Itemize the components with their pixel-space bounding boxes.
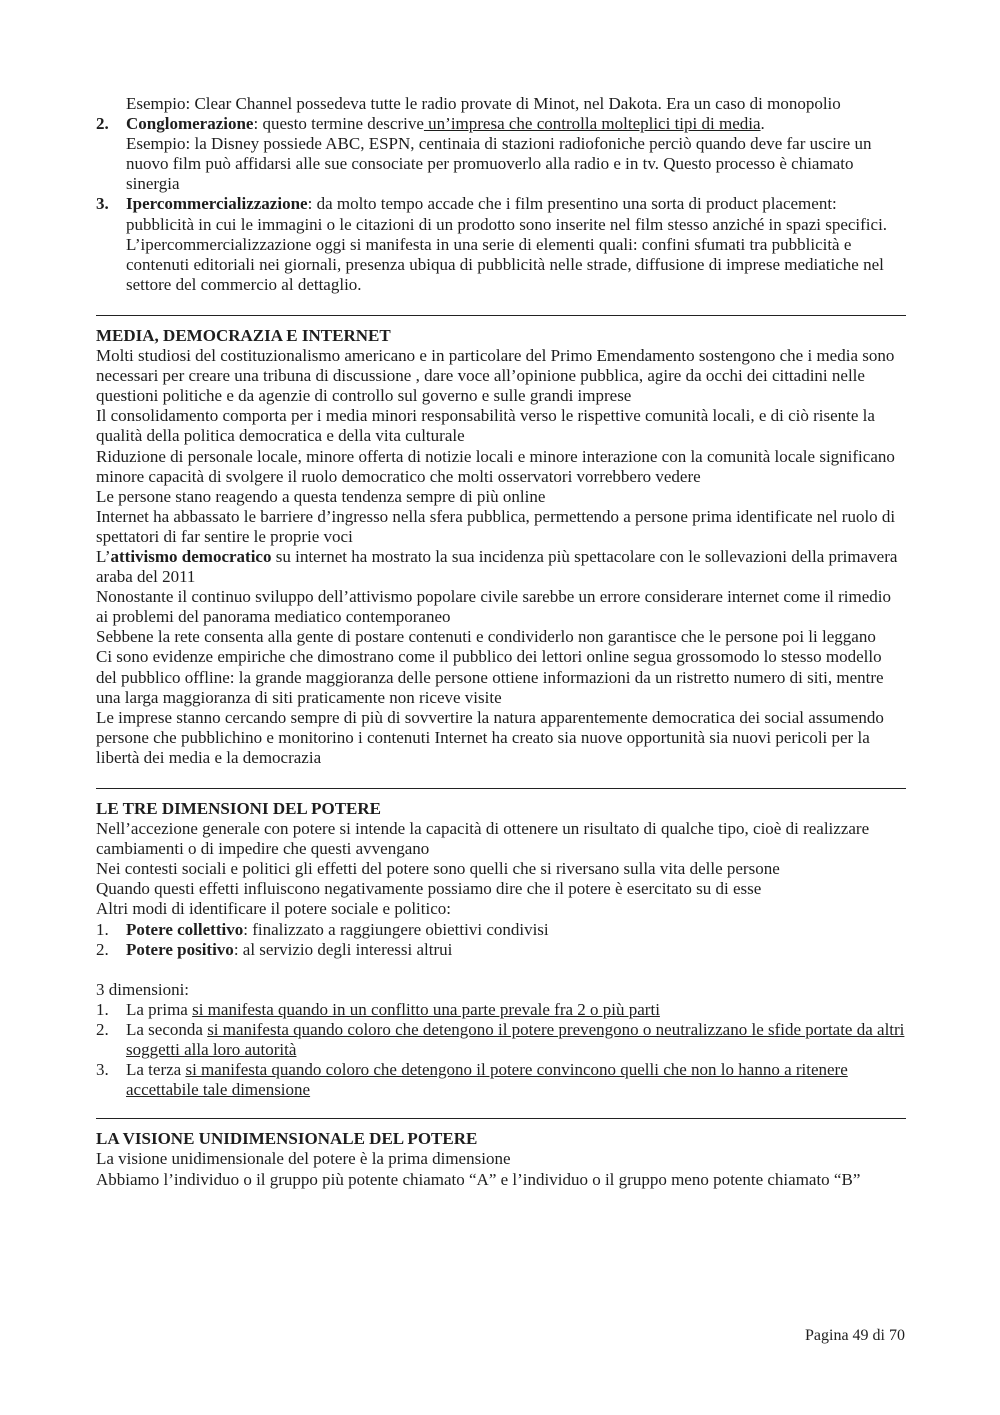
term-attivismo-democratico: attivismo democratico	[110, 546, 272, 566]
paragraph: Nell’accezione generale con potere si intende la capacità di ottenere un risultato di qualche tipo, cioè di realizzare cambiamenti o di impedire che questi avvengano	[96, 819, 870, 859]
list-item-dimension-1: 1. La prima si manifesta quando in un conflitto una parte prevale fra 2 o più parti	[96, 999, 660, 1019]
heading-visione-unidimensionale: LA VISIONE UNIDIMENSIONALE DEL POTERE	[96, 1129, 478, 1149]
underlined-definition: si manifesta quando in un conflitto una parte prevale fra 2 o più parti	[192, 999, 660, 1019]
term-potere-positivo: Potere positivo	[126, 939, 234, 959]
power-modes-list	[96, 920, 906, 960]
list-number: 3.	[96, 194, 109, 214]
paragraph: Nei contesti sociali e politici gli effetti del potere sono quelli che si riversano sulla vita delle persone	[96, 859, 780, 879]
paragraph: Sebbene la rete consenta alla gente di postare contenuti e condividerlo non garantisce che le persone poi li leggano	[96, 627, 876, 647]
paragraph: Molti studiosi del costituzionalismo americano e in particolare del Primo Emendamento sostengono che i media sono necessari per creare una tribuna di discussione , dare voce all’opinione pubblica, agire da occhi dei cittadini nelle questioni politiche e da agenzie di controllo sul governo e sulle grandi imprese	[96, 346, 895, 406]
paragraph: Il consolidamento comporta per i media minori responsabilità verso le rispettive comunità locali, e di ciò risente la qualità della politica democratica e della vita culturale	[96, 406, 875, 446]
list-item-text: Conglomerazione: questo termine descrive un’impresa che controlla molteplici tipi di media. Esempio: la Disney possiede ABC, ESPN, centinaia di stazioni radiofoniche perciò quando deve far uscire un nuovo film può affidarsi alle sue consociate per promuoverlo alla radio e in tv. Questo processo è chiamato sinergia	[126, 114, 872, 194]
dimensions-label: 3 dimensioni:	[96, 979, 190, 999]
list-item-dimension-2: 2. La seconda si manifesta quando coloro che detengono il potere prevengono o neutralizzano le sfide portate da altri soggetti alla loro autorità	[96, 1019, 905, 1060]
list-item-ipercommercializzazione	[96, 194, 906, 294]
underlined-definition: un’impresa che controlla molteplici tipi di media	[423, 114, 761, 134]
list-item-dimension-3: 3. La terza si manifesta quando coloro che detengono il potere convincono quelli che non lo hanno a ritenere accettabile tale dimensione	[96, 1060, 848, 1100]
paragraph: Nonostante il continuo sviluppo dell’attivismo popolare civile sarebbe un errore considerare internet come il rimedio ai problemi del panorama mediatico contemporaneo	[96, 587, 891, 627]
paragraph: La visione unidimensionale del potere è la prima dimensione	[96, 1149, 511, 1169]
term-ipercommercializzazione: Ipercommercializzazione	[126, 194, 308, 214]
paragraph: Altri modi di identificare il potere sociale e politico:	[96, 899, 451, 919]
list-item-potere-positivo: 2. Potere positivo: al servizio degli interessi altrui	[96, 939, 453, 959]
list-item-potere-collettivo: 1. Potere collettivo: finalizzato a raggiungere obiettivi condivisi	[96, 919, 549, 939]
heading-media-democrazia: MEDIA, DEMOCRAZIA E INTERNET	[96, 325, 391, 345]
term-potere-collettivo: Potere collettivo	[126, 919, 244, 939]
paragraph: Abbiamo l’individuo o il gruppo più potente chiamato “A” e l’individuo o il gruppo meno potente chiamato “B”	[96, 1169, 861, 1189]
paragraph: Le persone stano reagendo a questa tendenza sempre di più online	[96, 486, 546, 506]
underlined-definition: si manifesta quando coloro che detengono il potere convincono quelli che non lo hanno a ritenere accettabile tale dimensione	[126, 1060, 848, 1100]
term-conglomerazione: Conglomerazione	[126, 114, 254, 134]
example-disney: Esempio: la Disney possiede ABC, ESPN, centinaia di stazioni radiofoniche perciò quando deve far uscire un nuovo film può affidarsi alle sue consociate per promuoverlo alla radio e in tv. Questo processo è chiamato sinergia	[126, 134, 872, 194]
document-page	[96, 94, 906, 1190]
paragraph: Riduzione di personale locale, minore offerta di notizie locali e minore interazione con la comunità locale significano minore capacità di svolgere il ruolo democratico che molti osservatori vorrebbero vedere	[96, 446, 895, 486]
list-number: 2.	[96, 1019, 109, 1039]
list-number: 1.	[96, 919, 109, 939]
list-item-conglomerazione	[96, 114, 906, 194]
heading-tre-dimensioni: LE TRE DIMENSIONI DEL POTERE	[96, 799, 381, 818]
paragraph: L’attivismo democratico su internet ha mostrato la sua incidenza più spettacolare con le sollevazioni della primavera araba del 2011	[96, 546, 898, 587]
paragraph: Ci sono evidenze empiriche che dimostrano come il pubblico dei lettori online segua grossomodo lo stesso modello del pubblico offline: la grande maggioranza delle persone ottiene informazioni da un ristretto numero di siti, mentre una larga maggioranza di siti praticamente non riceve visite	[96, 647, 884, 707]
paragraph: Quando questi effetti influiscono negativamente possiamo dire che il potere è esercitato su di esse	[96, 879, 762, 899]
page-number: Pagina 49 di 70	[805, 1327, 905, 1344]
list-number: 2.	[96, 114, 109, 134]
list-number: 1.	[96, 999, 109, 1019]
dimensions-list	[96, 1000, 906, 1100]
media-concentration-list	[96, 114, 906, 295]
list-number: 2.	[96, 939, 109, 959]
example-clear-channel: Esempio: Clear Channel possedeva tutte le radio provate di Minot, nel Dakota. Era un caso di monopolio	[126, 94, 841, 113]
list-item-text: Ipercommercializzazione: da molto tempo accade che i film presentino una sorta di product placement: pubblicità in cui le immagini o le citazioni di un prodotto sono inserite nel film stesso anziché in spazi specifici. L’ipercommercializzazione oggi si manifesta in una serie di elementi quali: confini sfumati tra pubblicità e contenuti editoriali nei giornali, presenza ubiqua di pubblicità nelle strade, diffusione di imprese mediatiche nel settore del commercio al dettaglio.	[126, 194, 888, 294]
underlined-definition: si manifesta quando coloro che detengono il potere prevengono o neutralizzano le sfide portate da altri soggetti alla loro autorità	[126, 1019, 905, 1060]
paragraph: Internet ha abbassato le barriere d’ingresso nella sfera pubblica, permettendo a persone prima identificate nel ruolo di spettatori di far sentire le proprie voci	[96, 506, 896, 546]
paragraph: Le imprese stanno cercando sempre di più di sovvertire la natura apparentemente democratica dei social assumendo persone che pubblichino e monitorino i contenuti Internet ha creato sia nuove opportunità sia nuovi pericoli per la libertà dei media e la democrazia	[96, 707, 884, 767]
list-number: 3.	[96, 1060, 109, 1080]
